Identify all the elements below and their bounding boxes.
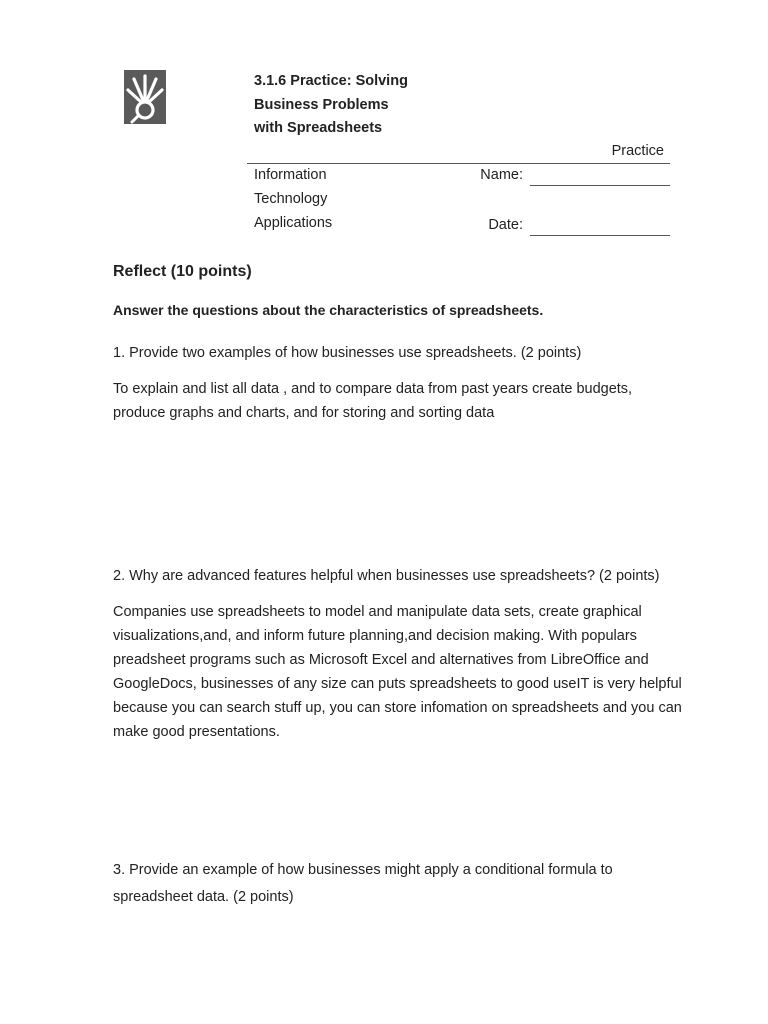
question-1-answer[interactable]: To explain and list all data , and to compare data from past years create budgets, produce graphs and charts, and for storing and sorting data [113,381,633,421]
course-name: Information Technology Applications [254,167,333,231]
practice-label: Practice [611,143,664,159]
date-field-line[interactable] [530,235,670,236]
question-2-prompt: 2. Why are advanced features helpful when businesses use spreadsheets? (2 points) [113,568,660,584]
name-field-line[interactable] [530,185,670,186]
date-label: Date: [488,217,523,233]
sunburst-logo-icon [124,70,166,124]
question-1-prompt: 1. Provide two examples of how businesses use spreadsheets. (2 points) [113,345,582,361]
name-label: Name: [480,167,523,183]
question-3-prompt: 3. Provide an example of how businesses might apply a conditional formula to spreadsheet data. (2 points) [113,862,613,905]
section-title: Reflect (10 points) [113,263,252,280]
document-title: 3.1.6 Practice: Solving Business Problems with Spreadsheets [254,73,408,136]
question-2-answer[interactable]: Companies use spreadsheets to model and manipulate data sets, create graphical visualizations,and, and inform future planning,and decision making. With populars preadsheet programs such as Microsoft Excel and alternatives from LibreOffice and GoogleDocs, businesses of any size can puts spreadsheets to good useIT is very helpful because you can search stuff up, you can store infomation on spreadsheets and you can make good presentations. [113,604,682,740]
section-instructions: Answer the questions about the characteristics of spreadsheets. [113,302,544,318]
